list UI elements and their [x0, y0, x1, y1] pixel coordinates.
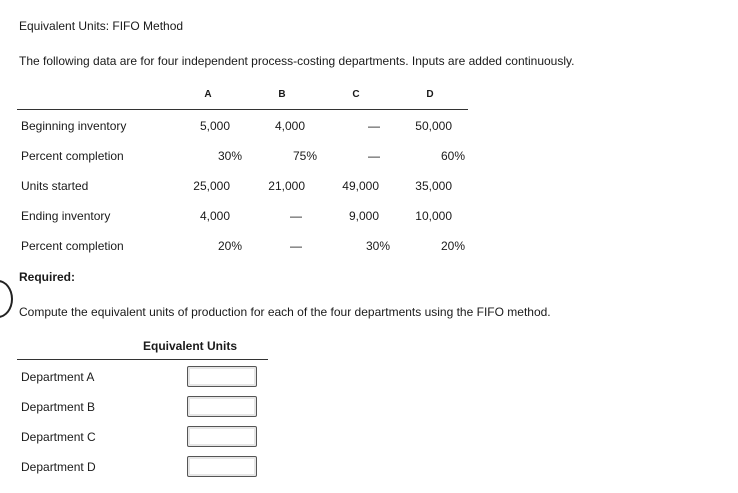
column-header-c: C	[352, 89, 360, 100]
required-heading: Required:	[19, 270, 76, 284]
table-cell: 30%	[365, 239, 390, 253]
column-header-b: B	[278, 89, 286, 100]
department-c-label: Department C	[21, 430, 96, 444]
department-b-input[interactable]	[187, 396, 257, 417]
table-cell: 25,000	[193, 179, 230, 193]
row-label-percent-completion: Percent completion	[21, 149, 124, 163]
department-d-input[interactable]	[187, 456, 257, 477]
row-label-percent-completion-ending: Percent completion	[21, 239, 124, 253]
question-text: Compute the equivalent units of production for each of the four departments using the FIFO method.	[19, 305, 551, 319]
table-cell: 35,000	[415, 179, 452, 193]
table-cell: 20%	[440, 239, 465, 253]
department-b-label: Department B	[21, 400, 96, 414]
table-cell: 5,000	[199, 119, 230, 133]
table-cell: —	[290, 209, 302, 223]
page-title: Equivalent Units: FIFO Method	[19, 19, 184, 33]
row-label-ending-inventory: Ending inventory	[21, 209, 111, 223]
table-cell: —	[368, 149, 380, 163]
table-header-rule	[17, 109, 468, 110]
row-label-beginning-inventory: Beginning inventory	[21, 119, 127, 133]
equivalent-units-header: Equivalent Units	[143, 339, 238, 353]
intro-text: The following data are for four independent process-costing departments. Inputs are added continuously.	[19, 54, 575, 68]
department-a-label: Department A	[21, 370, 95, 384]
equivalent-units-rule	[17, 359, 268, 360]
table-cell: 4,000	[199, 209, 230, 223]
table-cell: —	[290, 239, 302, 253]
column-header-a: A	[204, 89, 212, 100]
table-cell: 30%	[217, 149, 242, 163]
table-cell: 50,000	[415, 119, 452, 133]
table-cell: 20%	[217, 239, 242, 253]
table-cell: 75%	[292, 149, 317, 163]
table-cell: 60%	[440, 149, 465, 163]
department-c-input[interactable]	[187, 426, 257, 447]
table-cell: —	[368, 119, 380, 133]
table-cell: 10,000	[415, 209, 452, 223]
department-a-input[interactable]	[187, 366, 257, 387]
question-marker-icon	[0, 280, 13, 318]
department-d-label: Department D	[21, 460, 96, 474]
table-cell: 21,000	[268, 179, 305, 193]
table-cell: 9,000	[348, 209, 379, 223]
table-cell: 4,000	[274, 119, 305, 133]
row-label-units-started: Units started	[21, 179, 89, 193]
table-cell: 49,000	[342, 179, 379, 193]
column-header-d: D	[426, 89, 434, 100]
